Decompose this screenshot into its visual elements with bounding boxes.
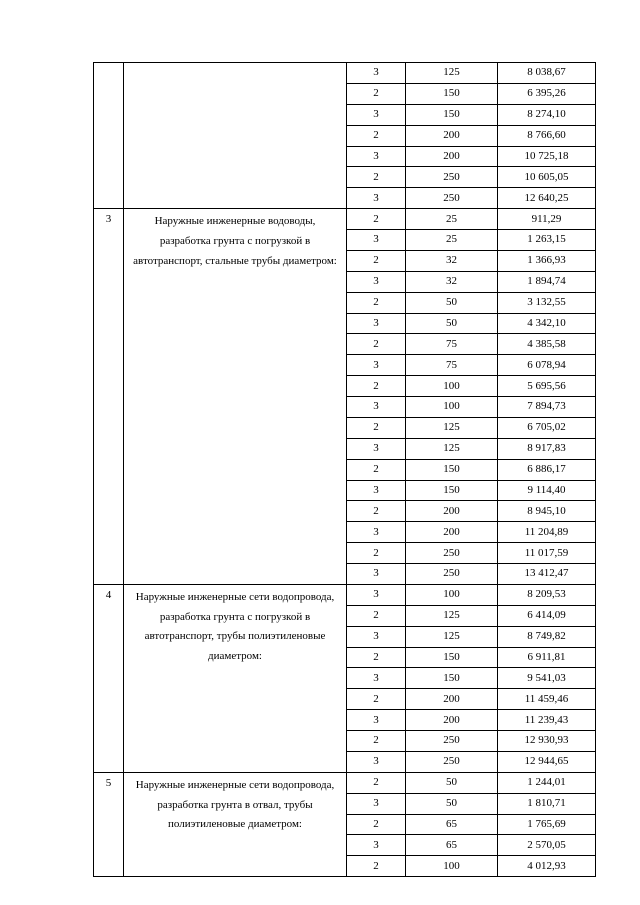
price-cell: 13 412,47 (498, 564, 596, 585)
category-cell: 3 (347, 104, 406, 125)
category-cell: 3 (347, 63, 406, 84)
category-cell: 3 (347, 480, 406, 501)
diameter-cell: 200 (406, 125, 498, 146)
category-cell: 3 (347, 668, 406, 689)
price-cell: 911,29 (498, 209, 596, 230)
price-cell: 3 132,55 (498, 292, 596, 313)
category-cell: 2 (347, 167, 406, 188)
price-cell: 6 078,94 (498, 355, 596, 376)
category-cell: 2 (347, 543, 406, 564)
diameter-cell: 200 (406, 146, 498, 167)
price-cell: 11 204,89 (498, 522, 596, 543)
table-row (94, 209, 596, 230)
price-cell: 11 239,43 (498, 710, 596, 731)
category-cell: 3 (347, 793, 406, 814)
price-cell: 1 366,93 (498, 250, 596, 271)
diameter-cell: 32 (406, 250, 498, 271)
price-cell: 2 570,05 (498, 835, 596, 856)
category-cell: 2 (347, 209, 406, 230)
price-cell: 6 395,26 (498, 83, 596, 104)
diameter-cell: 75 (406, 355, 498, 376)
category-cell: 2 (347, 605, 406, 626)
category-cell: 2 (347, 292, 406, 313)
diameter-cell: 150 (406, 459, 498, 480)
price-cell: 8 274,10 (498, 104, 596, 125)
category-cell: 3 (347, 146, 406, 167)
item-number: 4 (94, 584, 124, 772)
diameter-cell: 250 (406, 731, 498, 752)
price-cell: 12 930,93 (498, 731, 596, 752)
diameter-cell: 200 (406, 522, 498, 543)
diameter-cell: 50 (406, 313, 498, 334)
price-cell: 8 749,82 (498, 626, 596, 647)
item-description: Наружные инженерные сети водопровода, разработка грунта в отвал, трубы полиэтиленовые диаметром: (124, 772, 347, 876)
item-number: 3 (94, 209, 124, 585)
category-cell: 3 (347, 438, 406, 459)
diameter-cell: 150 (406, 104, 498, 125)
diameter-cell: 150 (406, 480, 498, 501)
category-cell: 3 (347, 230, 406, 251)
price-cell: 9 541,03 (498, 668, 596, 689)
category-cell: 3 (347, 271, 406, 292)
price-cell: 12 944,65 (498, 751, 596, 772)
diameter-cell: 250 (406, 167, 498, 188)
diameter-cell: 100 (406, 376, 498, 397)
price-cell: 11 459,46 (498, 689, 596, 710)
diameter-cell: 50 (406, 292, 498, 313)
diameter-cell: 25 (406, 209, 498, 230)
diameter-cell: 65 (406, 814, 498, 835)
category-cell: 3 (347, 710, 406, 731)
diameter-cell: 125 (406, 605, 498, 626)
price-cell: 4 385,58 (498, 334, 596, 355)
category-cell: 3 (347, 188, 406, 209)
diameter-cell: 100 (406, 584, 498, 605)
category-cell: 2 (347, 334, 406, 355)
diameter-cell: 125 (406, 626, 498, 647)
category-cell: 2 (347, 689, 406, 710)
price-cell: 1 263,15 (498, 230, 596, 251)
diameter-cell: 150 (406, 83, 498, 104)
category-cell: 2 (347, 772, 406, 793)
table-row (94, 772, 596, 793)
price-cell: 8 766,60 (498, 125, 596, 146)
diameter-cell: 32 (406, 271, 498, 292)
diameter-cell: 150 (406, 668, 498, 689)
category-cell: 2 (347, 417, 406, 438)
price-cell: 11 017,59 (498, 543, 596, 564)
diameter-cell: 100 (406, 856, 498, 877)
price-cell: 10 725,18 (498, 146, 596, 167)
item-number (94, 63, 124, 209)
item-description (124, 63, 347, 209)
diameter-cell: 75 (406, 334, 498, 355)
diameter-cell: 125 (406, 438, 498, 459)
price-cell: 6 886,17 (498, 459, 596, 480)
price-cell: 9 114,40 (498, 480, 596, 501)
category-cell: 3 (347, 564, 406, 585)
price-cell: 1 894,74 (498, 271, 596, 292)
item-number: 5 (94, 772, 124, 876)
diameter-cell: 250 (406, 751, 498, 772)
diameter-cell: 50 (406, 772, 498, 793)
price-cell: 8 917,83 (498, 438, 596, 459)
category-cell: 3 (347, 522, 406, 543)
price-cell: 6 414,09 (498, 605, 596, 626)
category-cell: 2 (347, 250, 406, 271)
diameter-cell: 100 (406, 397, 498, 418)
diameter-cell: 25 (406, 230, 498, 251)
category-cell: 2 (347, 647, 406, 668)
price-table (93, 62, 596, 877)
price-cell: 1 244,01 (498, 772, 596, 793)
category-cell: 2 (347, 376, 406, 397)
category-cell: 3 (347, 397, 406, 418)
diameter-cell: 200 (406, 689, 498, 710)
price-cell: 4 342,10 (498, 313, 596, 334)
category-cell: 2 (347, 814, 406, 835)
price-cell: 4 012,93 (498, 856, 596, 877)
diameter-cell: 125 (406, 63, 498, 84)
price-cell: 6 911,81 (498, 647, 596, 668)
price-cell: 1 765,69 (498, 814, 596, 835)
diameter-cell: 200 (406, 710, 498, 731)
diameter-cell: 250 (406, 543, 498, 564)
category-cell: 3 (347, 835, 406, 856)
category-cell: 3 (347, 626, 406, 647)
price-cell: 7 894,73 (498, 397, 596, 418)
price-cell: 8 209,53 (498, 584, 596, 605)
category-cell: 2 (347, 125, 406, 146)
category-cell: 3 (347, 313, 406, 334)
price-table-body (94, 63, 596, 877)
price-cell: 12 640,25 (498, 188, 596, 209)
category-cell: 2 (347, 501, 406, 522)
price-cell: 8 038,67 (498, 63, 596, 84)
category-cell: 3 (347, 355, 406, 376)
diameter-cell: 50 (406, 793, 498, 814)
price-cell: 6 705,02 (498, 417, 596, 438)
diameter-cell: 200 (406, 501, 498, 522)
diameter-cell: 65 (406, 835, 498, 856)
category-cell: 2 (347, 856, 406, 877)
item-description: Наружные инженерные водоводы, разработка грунта с погрузкой в автотранспорт, стальные трубы диаметром: (124, 209, 347, 585)
category-cell: 3 (347, 584, 406, 605)
diameter-cell: 150 (406, 647, 498, 668)
price-cell: 1 810,71 (498, 793, 596, 814)
price-cell: 8 945,10 (498, 501, 596, 522)
category-cell: 2 (347, 83, 406, 104)
item-description: Наружные инженерные сети водопровода, разработка грунта с погрузкой в автотранспорт, трубы полиэтиленовые диаметром: (124, 584, 347, 772)
category-cell: 2 (347, 459, 406, 480)
category-cell: 3 (347, 751, 406, 772)
table-row (94, 584, 596, 605)
price-cell: 10 605,05 (498, 167, 596, 188)
diameter-cell: 250 (406, 564, 498, 585)
diameter-cell: 125 (406, 417, 498, 438)
category-cell: 2 (347, 731, 406, 752)
diameter-cell: 250 (406, 188, 498, 209)
table-row (94, 63, 596, 84)
price-cell: 5 695,56 (498, 376, 596, 397)
